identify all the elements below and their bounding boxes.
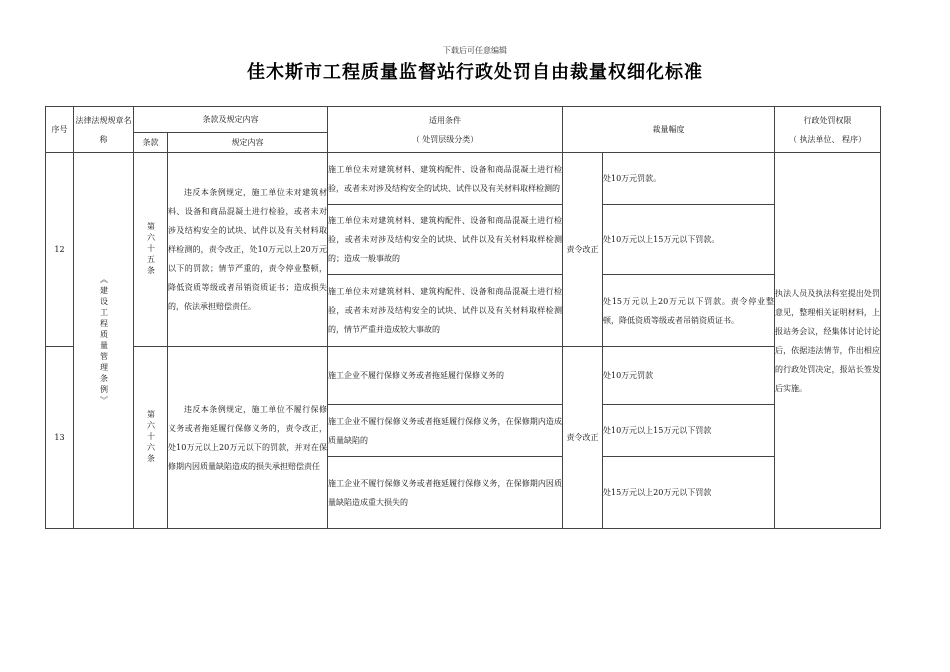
measure-cell: 责令改正 <box>563 153 603 347</box>
clause-no-text: 第六十五条 <box>146 222 156 277</box>
header-seq: 序号 <box>46 107 74 153</box>
clause-no-cell <box>134 153 168 347</box>
row-seq: 12 <box>46 153 74 347</box>
header-authority-title: 行政处罚权限 <box>803 115 852 125</box>
range-cell: 处10万元以上15万元以下罚款。 <box>603 205 775 275</box>
table-row <box>46 347 881 405</box>
condition-cell: 施工企业不履行保修义务或者拖延履行保修义务，在保修期内因质量缺陷造成重大损失的 <box>328 457 563 529</box>
table-row <box>46 153 881 205</box>
authority-text: 执法人员及执法科室提出处罚意见，整理相关证明材料，上报站务会议，经集体讨论讨论后，依据违法情节，作出相应的行政处罚决定，报站长签发后实施。 <box>775 153 881 529</box>
range-cell: 处15万元以上20万元以下罚款 <box>603 457 775 529</box>
discretion-standard-table <box>45 106 881 529</box>
header-conditions-title: 适用条件 <box>429 115 461 125</box>
row-seq: 13 <box>46 347 74 529</box>
measure-cell: 责令改正 <box>563 347 603 529</box>
clause-text: 违反本条例规定，施工单位未对建筑材料、设备和商品混凝土进行检验，或者未对涉及结构安全的试块、试件以及有关材料取样检测的，责令改正，处10万元以上20万元以下的罚款；情节严重的，责令停业整顿，降低资质等级或者吊销资质证书；造成损失的，依法承担赔偿责任。 <box>168 153 328 347</box>
law-name-cell <box>74 153 134 529</box>
law-name-text: 《建设工程质量管理条例》 <box>99 274 109 407</box>
page-title: 佳木斯市工程质量监督站行政处罚自由裁量权细化标准 <box>247 62 703 83</box>
condition-cell: 施工单位未对建筑材料、建筑构配件、设备和商品混凝土进行检验，或者未对涉及结构安全的试块、试件以及有关材料取样检测的，情节严重并造成较大事故的 <box>328 275 563 347</box>
condition-cell: 施工企业不履行保修义务或者拖延履行保修义务的 <box>328 347 563 405</box>
header-clause-content: 规定内容 <box>168 133 328 153</box>
header-law-name: 法律法规规章名称 <box>74 107 134 153</box>
header-clause-group: 条款及规定内容 <box>134 107 328 133</box>
range-cell: 处10万元罚款 <box>603 347 775 405</box>
condition-cell: 施工企业不履行保修义务或者拖延履行保修义务，在保修期内造成质量缺陷的 <box>328 405 563 457</box>
header-note: 下载后可任意编辑 <box>443 46 507 55</box>
header-conditions-sub: （ 处罚层级分类） <box>411 134 479 144</box>
header-authority-sub: （ 执法单位、 程序） <box>788 134 867 144</box>
header-clause-no: 条款 <box>134 133 168 153</box>
header-conditions <box>328 107 563 153</box>
clause-no-cell <box>134 347 168 529</box>
clause-text: 违反本条例规定，施工单位不履行保修义务或者拖延履行保修义务的，责令改正，处10万元以上20万元以下的罚款，并对在保修期内因质量缺陷造成的损失承担赔偿责任 <box>168 347 328 529</box>
header-range: 裁量幅度 <box>563 107 775 153</box>
range-cell: 处10万元以上15万元以下罚款 <box>603 405 775 457</box>
clause-no-text: 第六十六条 <box>146 410 156 465</box>
condition-cell: 施工单位未对建筑材料、建筑构配件、设备和商品混凝土进行检验，或者未对涉及结构安全的试块、试件以及有关材料取样检测的；造成一般事故的 <box>328 205 563 275</box>
condition-cell: 施工单位未对建筑材料、建筑构配件、设备和商品混凝土进行检验，或者未对涉及结构安全的试块、试件以及有关材料取样检测的 <box>328 153 563 205</box>
header-authority <box>775 107 881 153</box>
range-cell: 处15万元以上20万元以下罚款。责令停业整顿，降低资质等级或者吊销资质证书。 <box>603 275 775 347</box>
range-cell: 处10万元罚款。 <box>603 153 775 205</box>
